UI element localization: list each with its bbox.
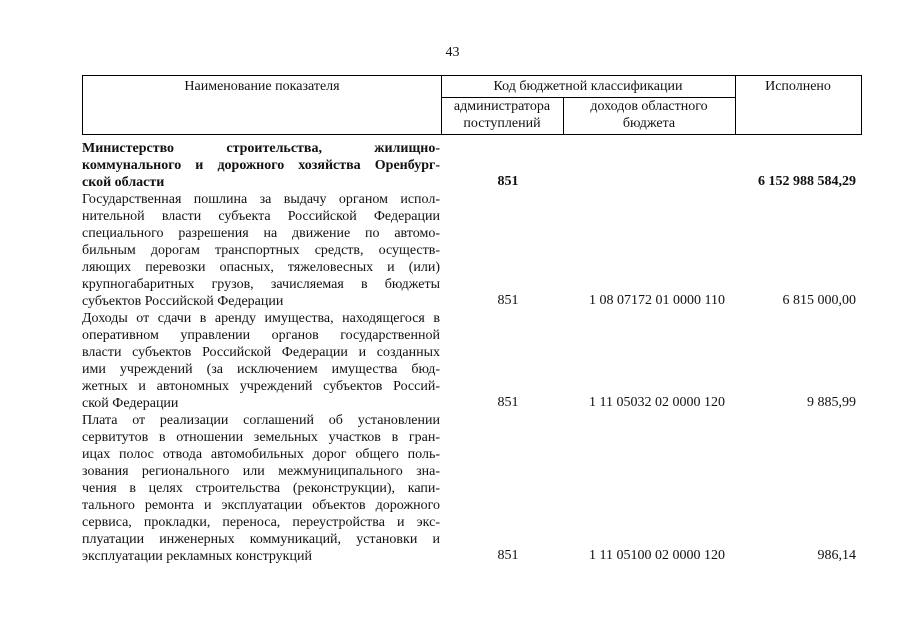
row-name: Государственная пошлина за выдачу органом испол- нительной власти субъекта Российской Федерации специального разрешения на движение по автомо- бильным дорогам транспортных средств, осуществ- ляющих перевозки опасных, тяжеловесных и (или) крупногабаритных грузов, зачисляемая в бюджеты субъектов Российской Федерации: [82, 192, 440, 309]
row-kbk: 1 11 05032 02 0000 120: [589, 395, 725, 410]
row-admin-code: 851: [497, 395, 519, 410]
row-kbk: 1 11 05100 02 0000 120: [589, 548, 725, 563]
header-name: Наименование показателя: [184, 79, 340, 94]
row-amount: 6 152 988 584,29: [758, 174, 856, 189]
row-name: Доходы от сдачи в аренду имущества, находящегося в оперативном управлении органов государственной власти субъектов Российской Федерации и созданных ими учреждений (за исключением имущества бюд- жетных и автономных учреждений субъектов Россий- ской Федерации: [82, 311, 440, 411]
row-name: Министерство строительства, жилищно- коммунального и дорожного хозяйства Оренбург- ской области: [82, 141, 440, 190]
row-kbk: 1 08 07172 01 0000 110: [589, 293, 725, 308]
header-executed: Исполнено: [765, 79, 831, 94]
row-amount: 986,14: [817, 548, 856, 563]
row-admin-code: 851: [497, 548, 519, 563]
table-header: [82, 75, 862, 135]
row-amount: 6 815 000,00: [782, 293, 856, 308]
row-name: Плата от реализации соглашений об установлении сервитутов в отношении земельных участков в гран- ицах полос отвода автомобильных дорог общего поль- зования регионального или межмуниципального зна- чения в целях строительства (реконструкции), капи- тального ремонта и эксплуатации объектов дорожного сервиса, прокладки, переноса, переустройства и экс- плуатации инженерных коммуникаций, установки и эксплуатации рекламных конструкций: [82, 413, 440, 564]
header-code: Код бюджетной классификации: [493, 79, 683, 94]
row-admin-code: 851: [497, 174, 519, 189]
row-amount: 9 885,99: [807, 395, 856, 410]
row-admin-code: 851: [497, 293, 519, 308]
header-income: доходов областного бюджета: [590, 99, 708, 131]
page-number: 43: [445, 45, 460, 60]
header-admin: администратора поступлений: [453, 99, 551, 131]
